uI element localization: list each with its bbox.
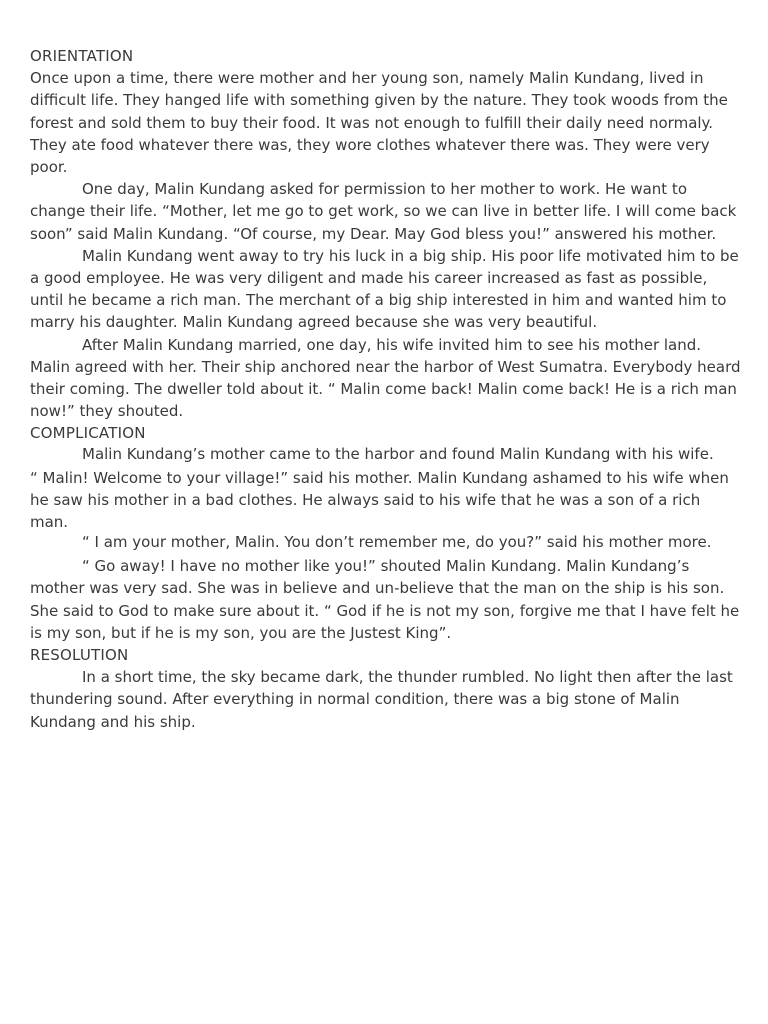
complication-paragraph-3: “ I am your mother, Malin. You don’t remember me, do you?” said his mother more. — [82, 533, 712, 552]
orientation-paragraph-1: Once upon a time, there were mother and her young son, namely Malin Kundang, lived in difficult life. They hanged life with something given by the nature. They took woods from the forest and sold them to buy their food. It was not enough to fulfill their daily need normaly. They ate food whatever there was, they wore clothes whatever there was. They were very poor. — [30, 69, 728, 177]
orientation-paragraph-2: One day, Malin Kundang asked for permission to her mother to work. He want to change their life. “Mother, let me go to get work, so we can live in better life. I will come back soon” said Malin Kundang. “Of course, my Dear. May God bless you!” answered his mother. — [30, 180, 737, 243]
orientation-paragraph-4: After Malin Kundang married, one day, his wife invited him to see his mother land. Malin agreed with her. Their ship anchored near the harbor of West Sumatra. Everybody heard their coming. The dweller told about it. “ Malin come back! Malin come back! He is a rich man now!” they shouted. — [30, 335, 741, 421]
resolution-paragraph-1: In a short time, the sky became dark, the thunder rumbled. No light then after the last thundering sound. After everything in normal condition, there was a big stone of Malin Kundang and his ship. — [30, 668, 733, 731]
complication-paragraph-2: “ Malin! Welcome to your village!” said his mother. Malin Kundang ashamed to his wife when he saw his mother in a bad clothes. He always said to his wife that he was a son of a rich man. — [30, 468, 729, 532]
section-heading-resolution: RESOLUTION — [30, 646, 129, 665]
complication-paragraph-1: Malin Kundang’s mother came to the harbor and found Malin Kundang with his wife. — [82, 444, 714, 463]
orientation-paragraph-3: Malin Kundang went away to try his luck in a big ship. His poor life motivated him to be a good employee. He was very diligent and made his career increased as fast as possible, until he became a rich man. The merchant of a big ship interested in him and wanted him to marry his daughter. Malin Kundang agreed because she was very beautiful. — [30, 246, 739, 332]
section-heading-complication: COMPLICATION — [30, 424, 146, 443]
section-heading-orientation: ORIENTATION — [30, 47, 134, 65]
document-page — [30, 45, 742, 733]
complication-paragraph-4: “ Go away! I have no mother like you!” shouted Malin Kundang. Malin Kundang’s mother was very sad. She was in believe and un-believe that the man on the ship is his son. She said to God to make sure about it. “ God if he is not my son, forgive me that I have felt he is my son, but if he is my son, you are the Justest King”. — [30, 557, 740, 642]
